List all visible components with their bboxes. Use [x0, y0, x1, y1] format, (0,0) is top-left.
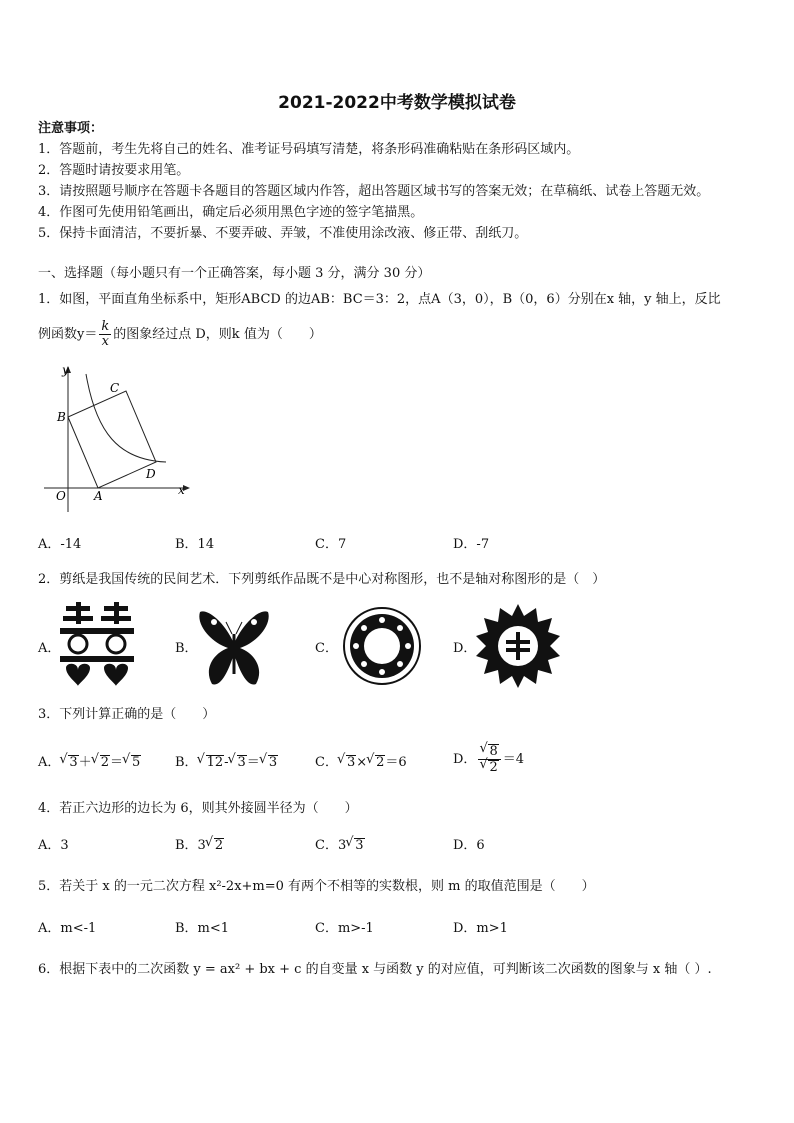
- label-c: C: [110, 381, 120, 395]
- option-label: B．: [175, 755, 198, 770]
- q1-option-c: C．7: [315, 537, 347, 552]
- sqrt-term: √ 2: [375, 755, 385, 770]
- butterfly-papercut-image: [198, 604, 270, 688]
- note-item: 1．答题前，考生先将自己的姓名、准考证号码填写清楚，将条形码准确粘贴在条形码区域内。: [38, 142, 580, 157]
- q3-option-b: [175, 755, 278, 771]
- equals: ＝6: [385, 755, 407, 770]
- option-label: B．3: [175, 838, 206, 853]
- q4-option-a: A．3: [38, 838, 69, 853]
- label-d: D: [146, 467, 156, 481]
- label-y: y: [62, 363, 69, 377]
- sqrt-term: √ 5: [131, 755, 141, 770]
- fraction-denominator: [478, 760, 500, 775]
- sqrt-term: √ 8: [488, 744, 498, 759]
- option-label: A．: [38, 755, 61, 770]
- label-a: A: [94, 489, 103, 503]
- sqrt-term: √ 2: [488, 760, 498, 775]
- sqrt-fraction: [478, 744, 500, 775]
- question-1-text-line2: [38, 320, 322, 350]
- q1-text-post: 的图象经过点 D，则k 值为（ ）: [113, 327, 322, 342]
- question-5-text: 5．若关于 x 的一元二次方程 x²-2x+m=0 有两个不相等的实数根，则 m 的取值范围是（ ）: [38, 879, 595, 894]
- question-3-text: 3．下列计算正确的是（ ）: [38, 707, 216, 722]
- q5-option-b: B．m<1: [175, 921, 230, 936]
- sqrt-term: √ 2: [100, 755, 110, 770]
- q3-option-a: [38, 755, 141, 771]
- ring-papercut-image: [342, 606, 422, 686]
- q4-option-b: [175, 838, 224, 854]
- equals: ＝4: [502, 752, 524, 767]
- question-4-text: 4．若正六边形的边长为 6，则其外接圆半径为（ ）: [38, 801, 358, 816]
- fraction-numerator: k: [101, 319, 110, 334]
- q2-option-b: B．: [175, 641, 198, 656]
- question-6-text: 6．根据下表中的二次函数 y = ax² + bx + c 的自变量 x 与函数 y 的对应值，可判断该二次函数的图象与 x 轴（ ）.: [38, 962, 712, 977]
- q4-option-c: [315, 838, 365, 854]
- document-title: 2021-2022中考数学模拟试卷: [278, 93, 516, 113]
- option-label: C．3: [315, 838, 347, 853]
- double-happiness-papercut-image: [60, 602, 134, 688]
- sqrt-term: √ 3: [237, 755, 247, 770]
- note-item: 2．答题时请按要求用笔。: [38, 163, 190, 178]
- note-item: 3．请按照题号顺序在答题卡各题目的答题区域内作答，超出答题区域书写的答案无效；在草稿纸、试卷上答题无效。: [38, 184, 710, 199]
- q3-option-d: [453, 744, 524, 775]
- notes-heading: 注意事项：: [38, 121, 104, 136]
- operator: ＋: [78, 755, 92, 770]
- q4-option-d: D．6: [453, 838, 485, 853]
- q2-option-c: C．: [315, 641, 338, 656]
- option-label: D．: [453, 752, 477, 767]
- q3-option-c: [315, 755, 407, 771]
- operator: ×: [356, 755, 368, 770]
- fraction-k-over-x: [99, 320, 111, 349]
- sunburst-papercut-image: [476, 604, 560, 688]
- fraction-denominator: x: [101, 334, 109, 349]
- equals: ＝: [109, 755, 123, 770]
- q1-coordinate-figure: [38, 362, 198, 522]
- q2-option-a: A．: [38, 641, 61, 656]
- sqrt-term: √ 3: [346, 755, 356, 770]
- question-1-text: 1．如图，平面直角坐标系中，矩形ABCD 的边AB：BC＝3：2，点A（3，0），B（0，6）分别在x 轴，y 轴上，反比: [38, 292, 721, 307]
- operator: -: [224, 755, 229, 770]
- label-o: O: [56, 489, 66, 503]
- sqrt-term: √ 3: [268, 755, 278, 770]
- sqrt-term: √ 3: [68, 755, 78, 770]
- sqrt-term: √ 2: [214, 838, 224, 853]
- sqrt-term: √ 3: [354, 838, 364, 853]
- equals: ＝: [246, 755, 260, 770]
- note-item: 5．保持卡面清洁，不要折暴、不要弄破、弄皱，不准使用涂改液、修正带、刮纸刀。: [38, 226, 528, 241]
- q5-option-a: A．m<-1: [38, 921, 97, 936]
- q1-text-pre: 例函数y＝: [38, 327, 98, 342]
- note-item: 4．作图可先使用铅笔画出，确定后必须用黑色字迹的签字笔描黑。: [38, 205, 424, 220]
- q1-option-a: A．-14: [38, 537, 82, 552]
- sqrt-term: √ 12: [206, 755, 225, 770]
- label-x: x: [178, 483, 185, 497]
- q2-option-d: D．: [453, 641, 477, 656]
- q5-option-c: C．m>-1: [315, 921, 374, 936]
- q1-option-d: D．-7: [453, 537, 490, 552]
- label-b: B: [57, 410, 66, 424]
- q5-option-d: D．m>1: [453, 921, 508, 936]
- section-heading: 一、选择题（每小题只有一个正确答案，每小题 3 分，满分 30 分）: [38, 266, 431, 281]
- question-2-text: 2．剪纸是我国传统的民间艺术．下列剪纸作品既不是中心对称图形，也不是轴对称图形的是（ ）: [38, 572, 606, 587]
- option-label: C．: [315, 755, 338, 770]
- q1-option-b: B．14: [175, 537, 215, 552]
